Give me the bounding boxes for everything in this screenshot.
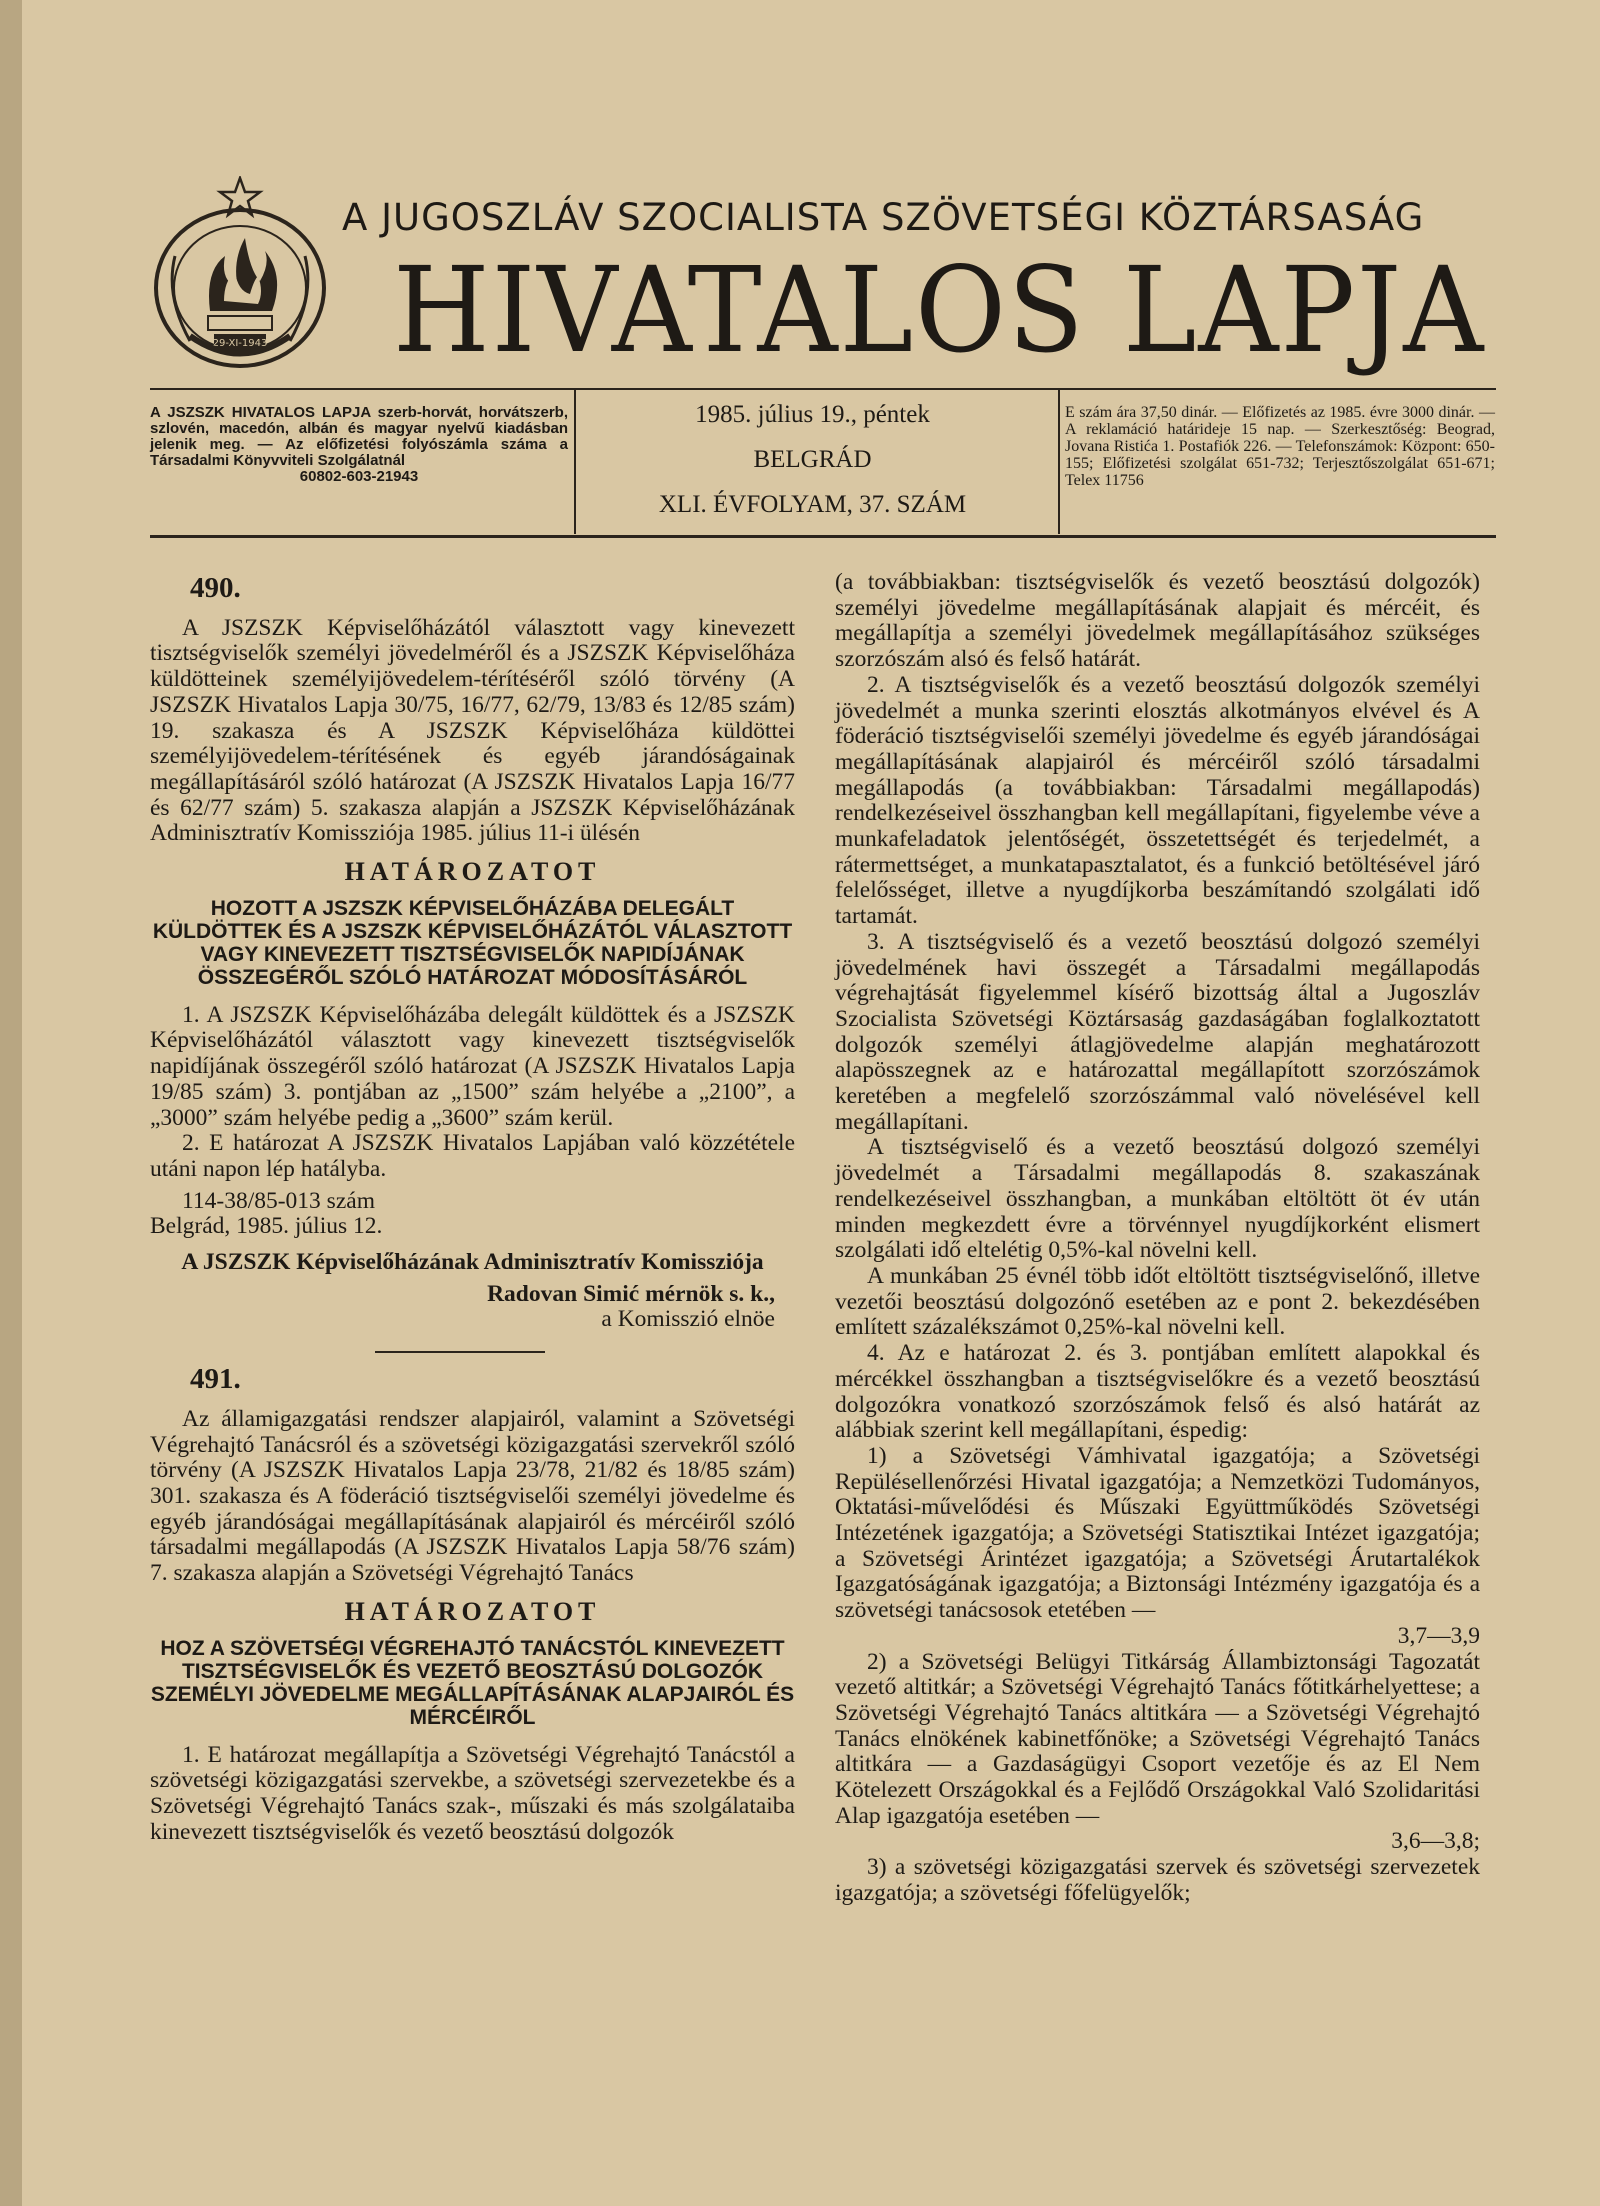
item-490-ref-number: 114-38/85-013 szám: [182, 1187, 375, 1214]
account-number: 60802-603-21943: [299, 468, 419, 485]
issue-info: [590, 402, 1035, 537]
item-491-point-3: 3. A tisztségviselő és a vezető beosztású dolgozó személyi jövedelmének havi összegét a Társadalmi megállapodás végrehajtását figyelemmel kísérő bizottság által a Jugoszláv Szocialista Szövetségi Köztársaság gazdaságában foglalkoztatott dolgozók személyi átlagjövedelme alapján meghatározott alapösszegnek az e határozattal megállapított szorzószámok keretében a megfelelő szorzószámmal való növelésével kell megállapítani.: [835, 928, 1480, 1135]
header-divider-right: [1058, 390, 1060, 534]
item-490-number: 490.: [190, 572, 241, 604]
paper-title: HIVATALOS LAPJA: [393, 241, 1486, 379]
masthead: [150, 176, 1500, 386]
publication-info-text: A JSZSZK HIVATALOS LAPJA szerb-horvát, horvátszerb, szlovén, macedón, albán és magyar nyelvű kiadásban jelenik meg. — Az előfizetési folyószámla száma a Társadalmi Könyvviteli Szolgálatnál: [150, 404, 568, 469]
subscription-info: E szám ára 37,50 dinár. — Előfizetés az 1985. évre 3000 dinár. — A reklamáció határideje 15 nap. — Szerkesztőség: Beograd, Jovana Ristića 1. Postafiók 226. — Telefonszámok: Központ: 650-155; Előfizetési szolgálat 651-732; Terjesztőszolgálat 651-671; Telex 11756: [1065, 404, 1495, 489]
issue-place: BELGRÁD: [753, 446, 872, 473]
item-491-point-2: 2. A tisztségviselők és a vezető beosztású dolgozók személyi jövedelmét a munka szerinti elosztás alkotmányos elvével és A föderáció tisztségviselői személyi jövedelme és egyéb járandóságai megállapításának alapjairól és mércéiről szóló társadalmi megállapodás (a továbbiakban: Társadalmi megállapodás) rendelkezéseivel összhangban kell megállapítani, figyelembe véve a munkafeladatok jelentőségét, összetettségét és terjedelmét, a rátermettséget, a munkatapasztalatot, és a funkció betöltésével járó felelősséget, illetve a nyugdíjkorba beszámítandó szolgálati idő tartamát.: [835, 671, 1480, 930]
item-490-intro: A JSZSZK Képviselőházától választott vagy kinevezett tisztségviselők személyi jövedelméről és a JSZSZK Képviselőháza küldötteinek személyijövedelem-térítéséről szóló törvény (A JSZSZK Hivatalos Lapja 30/75, 16/77, 62/79, 13/83 és 12/85 szám) 19. szakasza és A JSZSZK Képviselőháza küldöttei személyijövedelem-térítésének és egyéb járandóságainak megállapításáról szóló határozat (A JSZSZK Hivatalos Lapja 16/77 és 62/77 szám) 5. szakasza alapján a JSZSZK Képviselőházának Adminisztratív Komissziója 1985. július 11-i ülésén: [150, 614, 795, 847]
state-emblem-icon: [150, 176, 330, 376]
item-490-signer-role: a Komisszió elnöe: [601, 1306, 775, 1333]
republic-name: A JUGOSZLÁV SZOCIALISTA SZÖVETSÉGI KÖZTÁRSASÁG: [342, 196, 1425, 239]
item-490-signer: [150, 1282, 775, 1308]
item-491-point-1-continued: (a továbbiakban: tisztségviselők és vezető beosztású dolgozók) személyi jövedelme megállapításának alapjait és mércéit, és megállapítja a személyi jövedelmek megállapításához szükséges szorzószám alsó és felső határát.: [835, 569, 1480, 673]
item-490-point-2: 2. E határozat A JSZSZK Hivatalos Lapjában való közzététele utáni napon lép hatályba.: [150, 1130, 795, 1182]
left-column: [150, 570, 795, 1845]
item-491-list-1-value: 3,7—3,9: [1397, 1622, 1480, 1649]
item-490-subject: HOZOTT A JSZSZK KÉPVISELŐHÁZÁBA DELEGÁLT KÜLDÖTTEK ÉS A JSZSZK KÉPVISELŐHÁZÁTÓL VÁLASZTOTT VAGY KINEVEZETT TISZTSÉGVISELŐK NAPIDÍJÁNAK ÖSSZEGÉRŐL SZÓLÓ HATÁROZAT MÓDOSÍTÁSÁRÓL: [152, 896, 793, 989]
item-separator: [375, 1351, 545, 1353]
masthead-rule: [150, 388, 1496, 390]
item-490-point-1: 1. A JSZSZK Képviselőházába delegált küldöttek és a JSZSZK Képviselőházától választott vagy kinevezett tisztségviselők napidíjának összegéről szóló határozat (A JSZSZK Hivatalos Lapja 19/85 szám) 3. pontjában az „1500” szám helyébe a „2100”, a „3000” szám helyébe pedig a „3600” szám kerül.: [150, 1001, 795, 1131]
page-binding-edge: [0, 0, 22, 2206]
item-491-point-4: 4. Az e határozat 2. és 3. pontjában említett alapokkal és mércékkel összhangban a tisztségviselőkre és a vezető beosztású dolgozókra vonatkozó szorzószámok felső és alsó határát az alábbiak szerint kell megállapítani, éspedig:: [835, 1340, 1480, 1444]
item-491-point-1: 1. E határozat megállapítja a Szövetségi Végrehajtó Tanácstól a szövetségi közigazgatási szervekbe, a szövetségi szervezetekbe és a Szövetségi Végrehajtó Tanács szak-, műszaki és más szolgálataiba kinevezett tisztségviselők és vezető beosztású dolgozók: [150, 1741, 795, 1845]
right-column: [835, 570, 1480, 1907]
item-491-list-2-value: 3,6—3,8;: [1391, 1828, 1480, 1855]
issue-volume: XLI. ÉVFOLYAM, 37. SZÁM: [658, 491, 967, 518]
item-490-decision: HATÁROZATOT: [344, 857, 601, 887]
item-491-point-3-para-3: A munkában 25 évnél több időt eltöltött tisztségviselőnő, illetve vezetői beosztású dolgozónő esetében az e pont 2. bekezdésében említett százalékszámot 0,25%-kal növelni kell.: [835, 1262, 1480, 1341]
issue-date: 1985. július 19., péntek: [695, 401, 930, 428]
item-491-subject: HOZ A SZÖVETSÉGI VÉGREHAJTÓ TANÁCSTÓL KINEVEZETT TISZTSÉGVISELŐK ÉS VEZETŐ BEOSZTÁSÚ DOLGOZÓK SZEMÉLYI JÖVEDELME MEGÁLLAPÍTÁSÁNAK ALAPJAIRÓL ÉS MÉRCÉIRŐL: [150, 1636, 795, 1729]
item-491-list-2: 2) a Szövetségi Belügyi Titkárság Állambiztonsági Tagozatát vezető altitkár; a Szövetségi Végrehajtó Tanács főtitkárhelyettese; a Szövetségi Végrehajtó Tanács altitkára — a Szövetségi Végrehajtó Tanács elnökének kabinetfőnöke; a Szövetségi Végrehajtó Tanács altitkára — a Gazdaságügyi Csoport vezetője és az El Nem Kötelezett Országokkal és a Fejlődő Országokkal Való Szolidaritási Alap igazgatója esetében —: [835, 1648, 1480, 1829]
signer-name: Radovan Simić mérnök s. k.,: [487, 1280, 775, 1307]
publication-info: [150, 405, 568, 485]
item-490-place-date: Belgrád, 1985. július 12.: [150, 1213, 383, 1240]
item-491-intro: Az államigazgatási rendszer alapjairól, valamint a Szövetségi Végrehajtó Tanácsról és a szövetségi közigazgatási szervekről szóló törvény (A JSZSZK Hivatalos Lapja 23/78, 21/82 és 18/85 szám) 301. szakasza és A föderáció tisztségviselői személyi jövedelme és egyéb járandóságai megállapításának alapjairól és mércéiről szóló társadalmi megállapodás (A JSZSZK Hivatalos Lapja 58/76 szám) 7. szakasza alapján a Szövetségi Végrehajtó Tanács: [150, 1405, 795, 1587]
emblem-date: 29-XI-1943: [212, 338, 268, 349]
item-490-issuer: A JSZSZK Képviselőházának Adminisztratív Komissziója: [181, 1249, 764, 1276]
item-491-list-3: 3) a szövetségi közigazgatási szervek és szövetségi szervezetek igazgatója; a szövetségi főfelügyelők;: [835, 1854, 1480, 1906]
item-491-number: 491.: [190, 1363, 241, 1396]
item-491-point-3-para-2: A tisztségviselő és a vezető beosztású dolgozó személyi jövedelmét a Társadalmi megállapodás 8. szakaszának rendelkezéseivel összhangban, a munkában eltöltött öt év után minden megkezdett évre a törvénnyel nyugdíjkorként elismert szolgálati idő eltelétig 0,5%-kal növelni kell.: [835, 1134, 1480, 1264]
header-rule: [150, 535, 1496, 538]
item-491-list-1: 1) a Szövetségi Vámhivatal igazgatója; a Szövetségi Repülésellenőrzési Hivatal igazgatója; a Nemzetközi Tudományos, Oktatási-művelődési és Műszaki Együttműködés Szövetségi Intézetének igazgatója; a Szövetségi Statisztikai Intézet igazgatója; a Szövetségi Árintézet igazgatója; a Szövetségi Árutartalékok Igazgatóságának igazgatója; a Biztonsági Intézmény igazgatója és a szövetségi tanácsosok etetében —: [835, 1442, 1480, 1624]
item-491-decision: HATÁROZATOT: [344, 1596, 601, 1626]
header-divider-left: [574, 390, 576, 534]
